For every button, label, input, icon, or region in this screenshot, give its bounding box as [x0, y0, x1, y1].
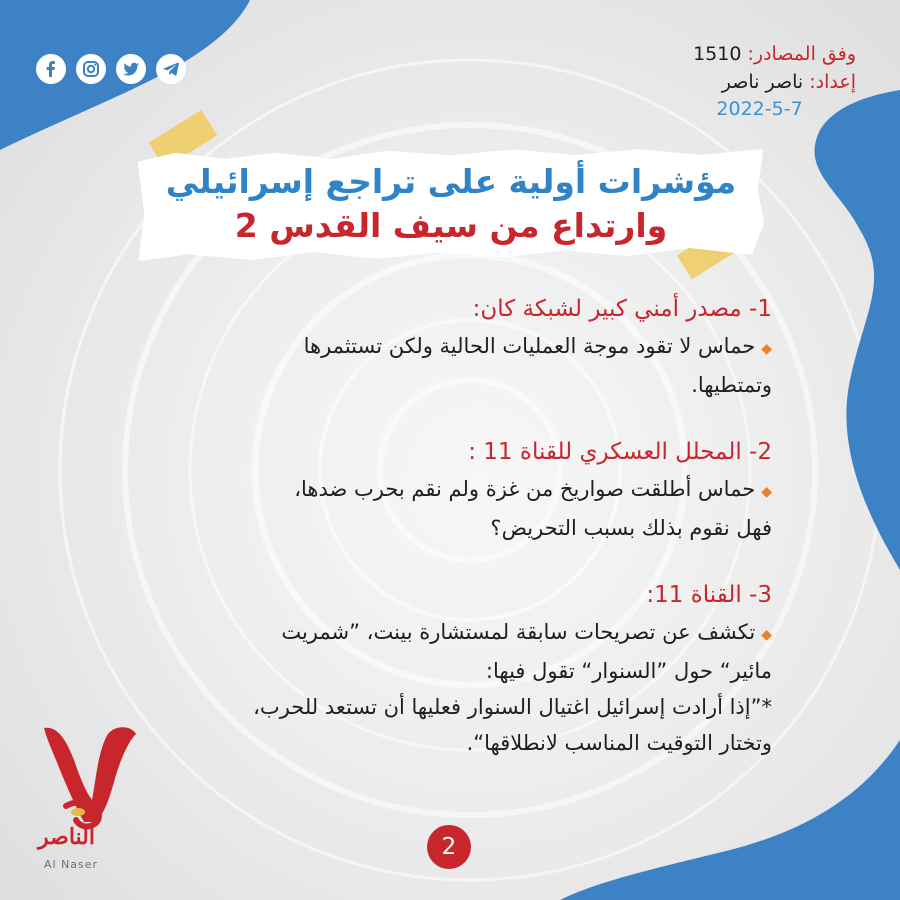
- section-line: وتختار التوقيت المناسب لانطلاقها“.: [466, 731, 772, 755]
- sources-row: [693, 40, 856, 68]
- author-label: إعداد:: [809, 71, 856, 93]
- section-2: [130, 433, 772, 546]
- logo-arabic-text: الناصر: [38, 824, 95, 850]
- section-heading: 3- القناة 11:: [646, 582, 772, 608]
- diamond-bullet-icon: ◆: [761, 484, 772, 500]
- section-line: مائير“ حول ”السنوار“ تقول فيها:: [485, 659, 772, 683]
- publish-date: 2022-5-7: [716, 98, 803, 120]
- facebook-icon[interactable]: [36, 54, 66, 84]
- section-line: ◆حماس أطلقت صواريخ من غزة ولم نقم بحرب ضدها،: [294, 477, 772, 501]
- section-line: ◆تكشف عن تصريحات سابقة لمستشارة بينت، ”شمريت: [281, 620, 772, 644]
- title-line-1: مؤشرات أولية على تراجع إسرائيلي: [165, 162, 737, 201]
- section-line: فهل نقوم بذلك بسبب التحريض؟: [490, 516, 772, 540]
- section-line: *”إذا أرادت إسرائيل اغتيال السنوار فعليها أن تستعد للحرب،: [253, 695, 772, 719]
- twitter-icon[interactable]: [116, 54, 146, 84]
- diamond-bullet-icon: ◆: [761, 627, 772, 643]
- section-line: وتمتطيها.: [691, 373, 772, 397]
- instagram-icon[interactable]: [76, 54, 106, 84]
- sources-label: وفق المصادر:: [747, 43, 856, 65]
- section-1: [130, 290, 772, 403]
- telegram-icon[interactable]: [156, 54, 186, 84]
- section-heading: 1- مصدر أمني كبير لشبكة كان:: [472, 296, 772, 322]
- social-icons: [36, 54, 186, 84]
- author-row: [693, 68, 856, 96]
- page-number-badge: 2: [427, 825, 471, 869]
- section-heading: 2- المحلل العسكري للقناة 11 :: [468, 439, 772, 465]
- logo-english-text: Al Naser: [44, 858, 99, 871]
- content-body: [130, 290, 772, 791]
- diamond-bullet-icon: ◆: [761, 341, 772, 357]
- title-block: [138, 160, 764, 248]
- sources-value: 1510: [693, 43, 742, 65]
- section-line: ◆حماس لا تقود موجة العمليات الحالية ولكن تستثمرها: [303, 334, 772, 358]
- meta-info: [693, 40, 856, 122]
- section-3: [130, 576, 772, 761]
- author-value: ناصر ناصر: [721, 71, 804, 93]
- title-line-2: وارتداع من سيف القدس 2: [234, 206, 668, 245]
